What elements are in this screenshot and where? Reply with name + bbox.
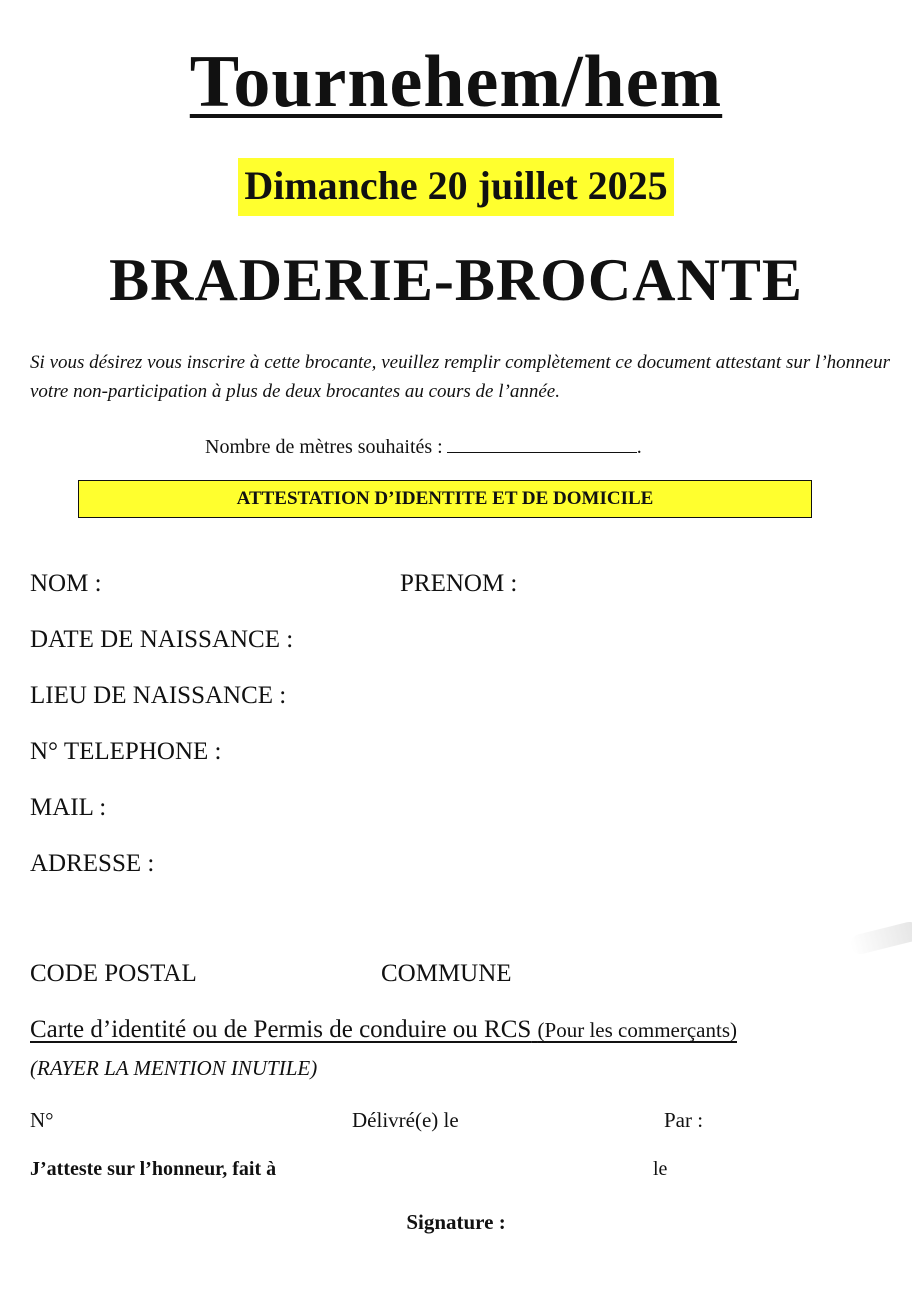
mail-label: MAIL : [30, 794, 107, 821]
attestation-text: J’atteste sur l’honneur, fait à [30, 1158, 277, 1180]
code-postal-label: CODE POSTAL [30, 960, 197, 987]
id-document-types: Carte d’identité ou de Permis de conduire ou RCS [30, 1016, 532, 1043]
event-title: BRADERIE-BROCANTE [109, 247, 803, 313]
telephone-label: N° TELEPHONE : [30, 738, 222, 765]
intro-paragraph: Si vous désirez vous inscrire à cette brocante, veuillez remplir complètement ce document attestant sur l’honneur votre non-participation à plus de deux brocantes au cours de l’année. [30, 352, 890, 402]
numero-label: N° [30, 1108, 54, 1132]
signature-label: Signature : [406, 1210, 506, 1234]
meters-suffix: . [636, 436, 642, 458]
attestation-banner: ATTESTATION D’IDENTITE ET DE DOMICILE [78, 480, 812, 518]
commune-label: COMMUNE [381, 960, 512, 987]
meters-line [205, 434, 642, 459]
id-document-line [30, 1016, 737, 1044]
attestation-le: le [653, 1158, 668, 1180]
date-naissance-label: DATE DE NAISSANCE : [30, 626, 294, 653]
town-title: Tournehem/hem [189, 41, 723, 123]
date-highlight [0, 158, 912, 216]
prenom-label: PRENOM : [400, 570, 518, 597]
id-document-note: (Pour les commerçants) [537, 1018, 737, 1042]
rayer-instruction: (RAYER LA MENTION INUTILE) [30, 1056, 318, 1080]
meters-blank[interactable] [447, 434, 637, 453]
meters-label: Nombre de mètres souhaités : [205, 436, 443, 458]
par-label: Par : [664, 1108, 704, 1132]
lieu-naissance-label: LIEU DE NAISSANCE : [30, 682, 287, 709]
event-date: Dimanche 20 juillet 2025 [238, 158, 673, 216]
scan-smudge [849, 920, 912, 956]
adresse-label: ADRESSE : [30, 850, 155, 877]
delivre-label: Délivré(e) le [352, 1108, 459, 1132]
nom-label: NOM : [30, 570, 102, 597]
